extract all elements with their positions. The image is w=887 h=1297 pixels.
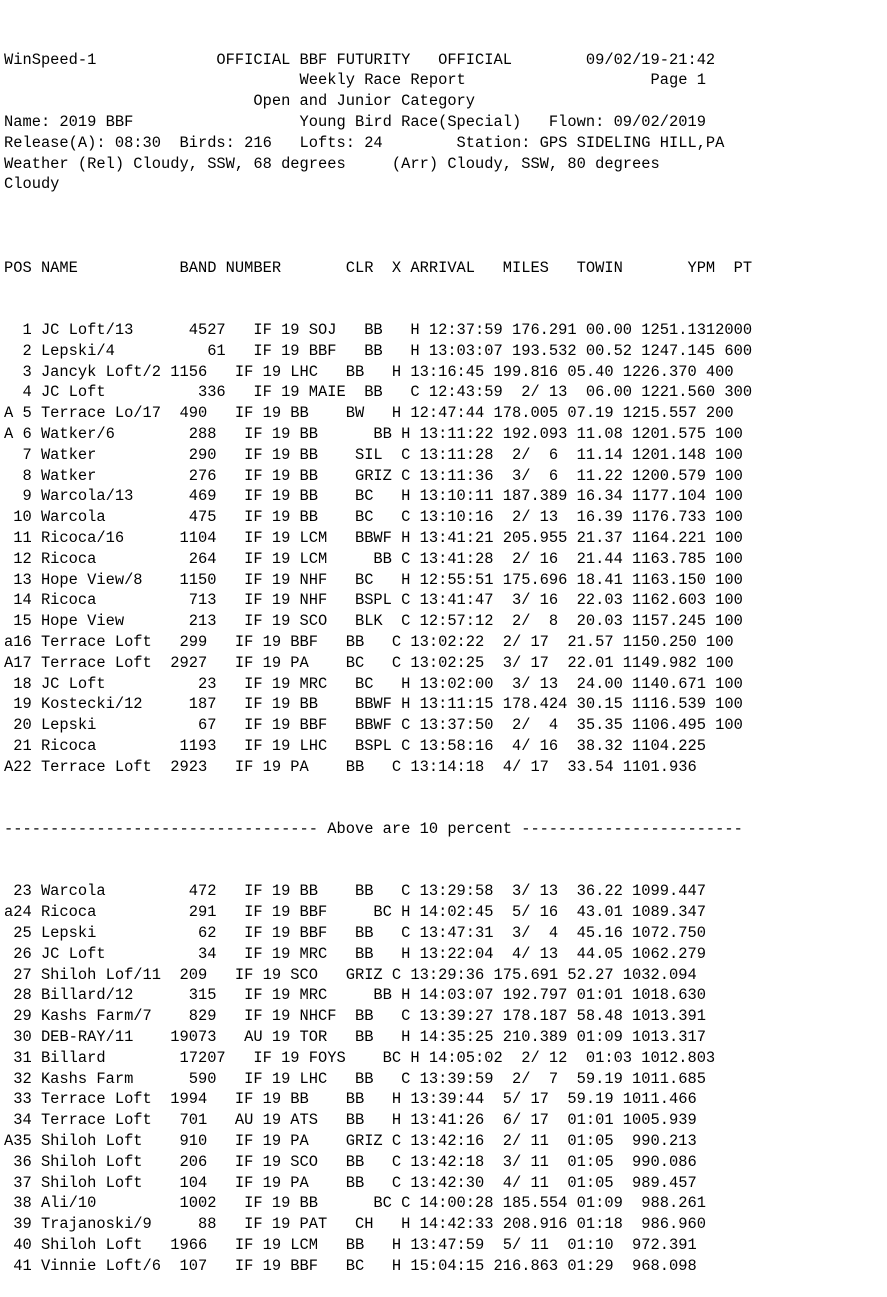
result-row: 14 Ricoca 713 IF 19 NHF BSPL C 13:41:47 3/ 16 22.03 1162.603 100	[4, 591, 743, 610]
result-row: 15 Hope View 213 IF 19 SCO BLK C 12:57:12 2/ 8 20.03 1157.245 100	[4, 612, 743, 631]
header-line: WinSpeed-1 OFFICIAL BBF FUTURITY OFFICIAL 09/02/19-21:42	[4, 50, 716, 69]
result-row: 2 Lepski/4 61 IF 19 BBF BB H 13:03:07 193.532 00.52 1247.145 600	[4, 341, 753, 360]
results-above-cutoff	[4, 320, 752, 778]
result-row: 23 Warcola 472 IF 19 BB BB C 13:29:58 3/ 13 36.22 1099.447	[4, 882, 706, 901]
result-row: 9 Warcola/13 469 IF 19 BB BC H 13:10:11 187.389 16.34 1177.104 100	[4, 487, 743, 506]
result-row: 18 JC Loft 23 IF 19 MRC BC H 13:02:00 3/ 13 24.00 1140.671 100	[4, 674, 743, 693]
result-row: 11 Ricoca/16 1104 IF 19 LCM BBWF H 13:41:21 205.955 21.37 1164.221 100	[4, 528, 743, 547]
result-row: 8 Watker 276 IF 19 BB GRIZ C 13:11:36 3/ 6 11.22 1200.579 100	[4, 466, 743, 485]
result-row: 10 Warcola 475 IF 19 BB BC C 13:10:16 2/ 13 16.39 1176.733 100	[4, 508, 743, 527]
result-row: A35 Shiloh Loft 910 IF 19 PA GRIZ C 13:42:16 2/ 11 01:05 990.213	[4, 1132, 697, 1151]
report-header	[4, 50, 752, 216]
result-row: 25 Lepski 62 IF 19 BBF BB C 13:47:31 3/ 4 45.16 1072.750	[4, 924, 706, 943]
header-line: Release(A): 08:30 Birds: 216 Lofts: 24 Station: GPS SIDELING HILL,PA	[4, 133, 725, 152]
result-row: 3 Jancyk Loft/2 1156 IF 19 LHC BB H 13:16:45 199.816 05.40 1226.370 400	[4, 362, 734, 381]
header-line: Weather (Rel) Cloudy, SSW, 68 degrees (Arr) Cloudy, SSW, 80 degrees	[4, 154, 660, 173]
result-row: a16 Terrace Loft 299 IF 19 BBF BB C 13:02:22 2/ 17 21.57 1150.250 100	[4, 632, 734, 651]
race-report	[4, 8, 752, 1297]
result-row: A22 Terrace Loft 2923 IF 19 PA BB C 13:14:18 4/ 17 33.54 1101.936	[4, 757, 697, 776]
header-line: Name: 2019 BBF Young Bird Race(Special) Flown: 09/02/2019	[4, 112, 706, 131]
result-row: A 6 Watker/6 288 IF 19 BB BB H 13:11:22 192.093 11.08 1201.575 100	[4, 424, 743, 443]
header-line	[4, 195, 752, 216]
result-row: 32 Kashs Farm 590 IF 19 LHC BB C 13:39:59 2/ 7 59.19 1011.685	[4, 1069, 706, 1088]
result-row: 38 Ali/10 1002 IF 19 BB BC C 14:00:28 185.554 01:09 988.261	[4, 1194, 706, 1213]
result-row: 37 Shiloh Loft 104 IF 19 PA BB C 13:42:30 4/ 11 01:05 989.457	[4, 1173, 697, 1192]
column-header-row: POS NAME BAND NUMBER CLR X ARRIVAL MILES TOWIN YPM PT	[4, 258, 753, 277]
result-row: 13 Hope View/8 1150 IF 19 NHF BC H 12:55:51 175.696 18.41 1163.150 100	[4, 570, 743, 589]
result-row: 28 Billard/12 315 IF 19 MRC BB H 14:03:07 192.797 01:01 1018.630	[4, 986, 706, 1005]
ten-percent-divider: ---------------------------------- Above are 10 percent ------------------------	[4, 820, 743, 839]
result-row: 29 Kashs Farm/7 829 IF 19 NHCF BB C 13:39:27 178.187 58.48 1013.391	[4, 1007, 706, 1026]
result-row: 27 Shiloh Lof/11 209 IF 19 SCO GRIZ C 13:29:36 175.691 52.27 1032.094	[4, 965, 697, 984]
result-row: 7 Watker 290 IF 19 BB SIL C 13:11:28 2/ 6 11.14 1201.148 100	[4, 445, 743, 464]
header-line: Weekly Race Report Page 1	[4, 71, 706, 90]
result-row: 30 DEB-RAY/11 19073 AU 19 TOR BB H 14:35:25 210.389 01:09 1013.317	[4, 1028, 706, 1047]
result-row: 1 JC Loft/13 4527 IF 19 SOJ BB H 12:37:59 176.291 00.00 1251.1312000	[4, 320, 753, 339]
results-below-cutoff	[4, 881, 752, 1276]
result-row: A 5 Terrace Lo/17 490 IF 19 BB BW H 12:47:44 178.005 07.19 1215.557 200	[4, 404, 734, 423]
result-row: 31 Billard 17207 IF 19 FOYS BC H 14:05:02 2/ 12 01:03 1012.803	[4, 1048, 716, 1067]
result-row: 39 Trajanoski/9 88 IF 19 PAT CH H 14:42:33 208.916 01:18 986.960	[4, 1215, 706, 1234]
result-row: 26 JC Loft 34 IF 19 MRC BB H 13:22:04 4/ 13 44.05 1062.279	[4, 944, 706, 963]
result-row: 41 Vinnie Loft/6 107 IF 19 BBF BC H 15:04:15 216.863 01:29 968.098	[4, 1256, 697, 1275]
header-line: Open and Junior Category	[4, 92, 476, 111]
result-row: 4 JC Loft 336 IF 19 MAIE BB C 12:43:59 2/ 13 06.00 1221.560 300	[4, 383, 753, 402]
result-row: 34 Terrace Loft 701 AU 19 ATS BB H 13:41:26 6/ 17 01:01 1005.939	[4, 1111, 697, 1130]
result-row: 36 Shiloh Loft 206 IF 19 SCO BB C 13:42:18 3/ 11 01:05 990.086	[4, 1152, 697, 1171]
result-row: 21 Ricoca 1193 IF 19 LHC BSPL C 13:58:16 4/ 16 38.32 1104.225	[4, 736, 706, 755]
result-row: a24 Ricoca 291 IF 19 BBF BC H 14:02:45 5/ 16 43.01 1089.347	[4, 903, 706, 922]
result-row: 20 Lepski 67 IF 19 BBF BBWF C 13:37:50 2/ 4 35.35 1106.495 100	[4, 716, 743, 735]
result-row: A17 Terrace Loft 2927 IF 19 PA BC C 13:02:25 3/ 17 22.01 1149.982 100	[4, 653, 734, 672]
header-line: Cloudy	[4, 175, 60, 194]
result-row: 33 Terrace Loft 1994 IF 19 BB BB H 13:39:44 5/ 17 59.19 1011.466	[4, 1090, 697, 1109]
result-row: 19 Kostecki/12 187 IF 19 BB BBWF H 13:11:15 178.424 30.15 1116.539 100	[4, 695, 743, 714]
result-row: 40 Shiloh Loft 1966 IF 19 LCM BB H 13:47:59 5/ 11 01:10 972.391	[4, 1236, 697, 1255]
result-row: 12 Ricoca 264 IF 19 LCM BB C 13:41:28 2/ 16 21.44 1163.785 100	[4, 549, 743, 568]
